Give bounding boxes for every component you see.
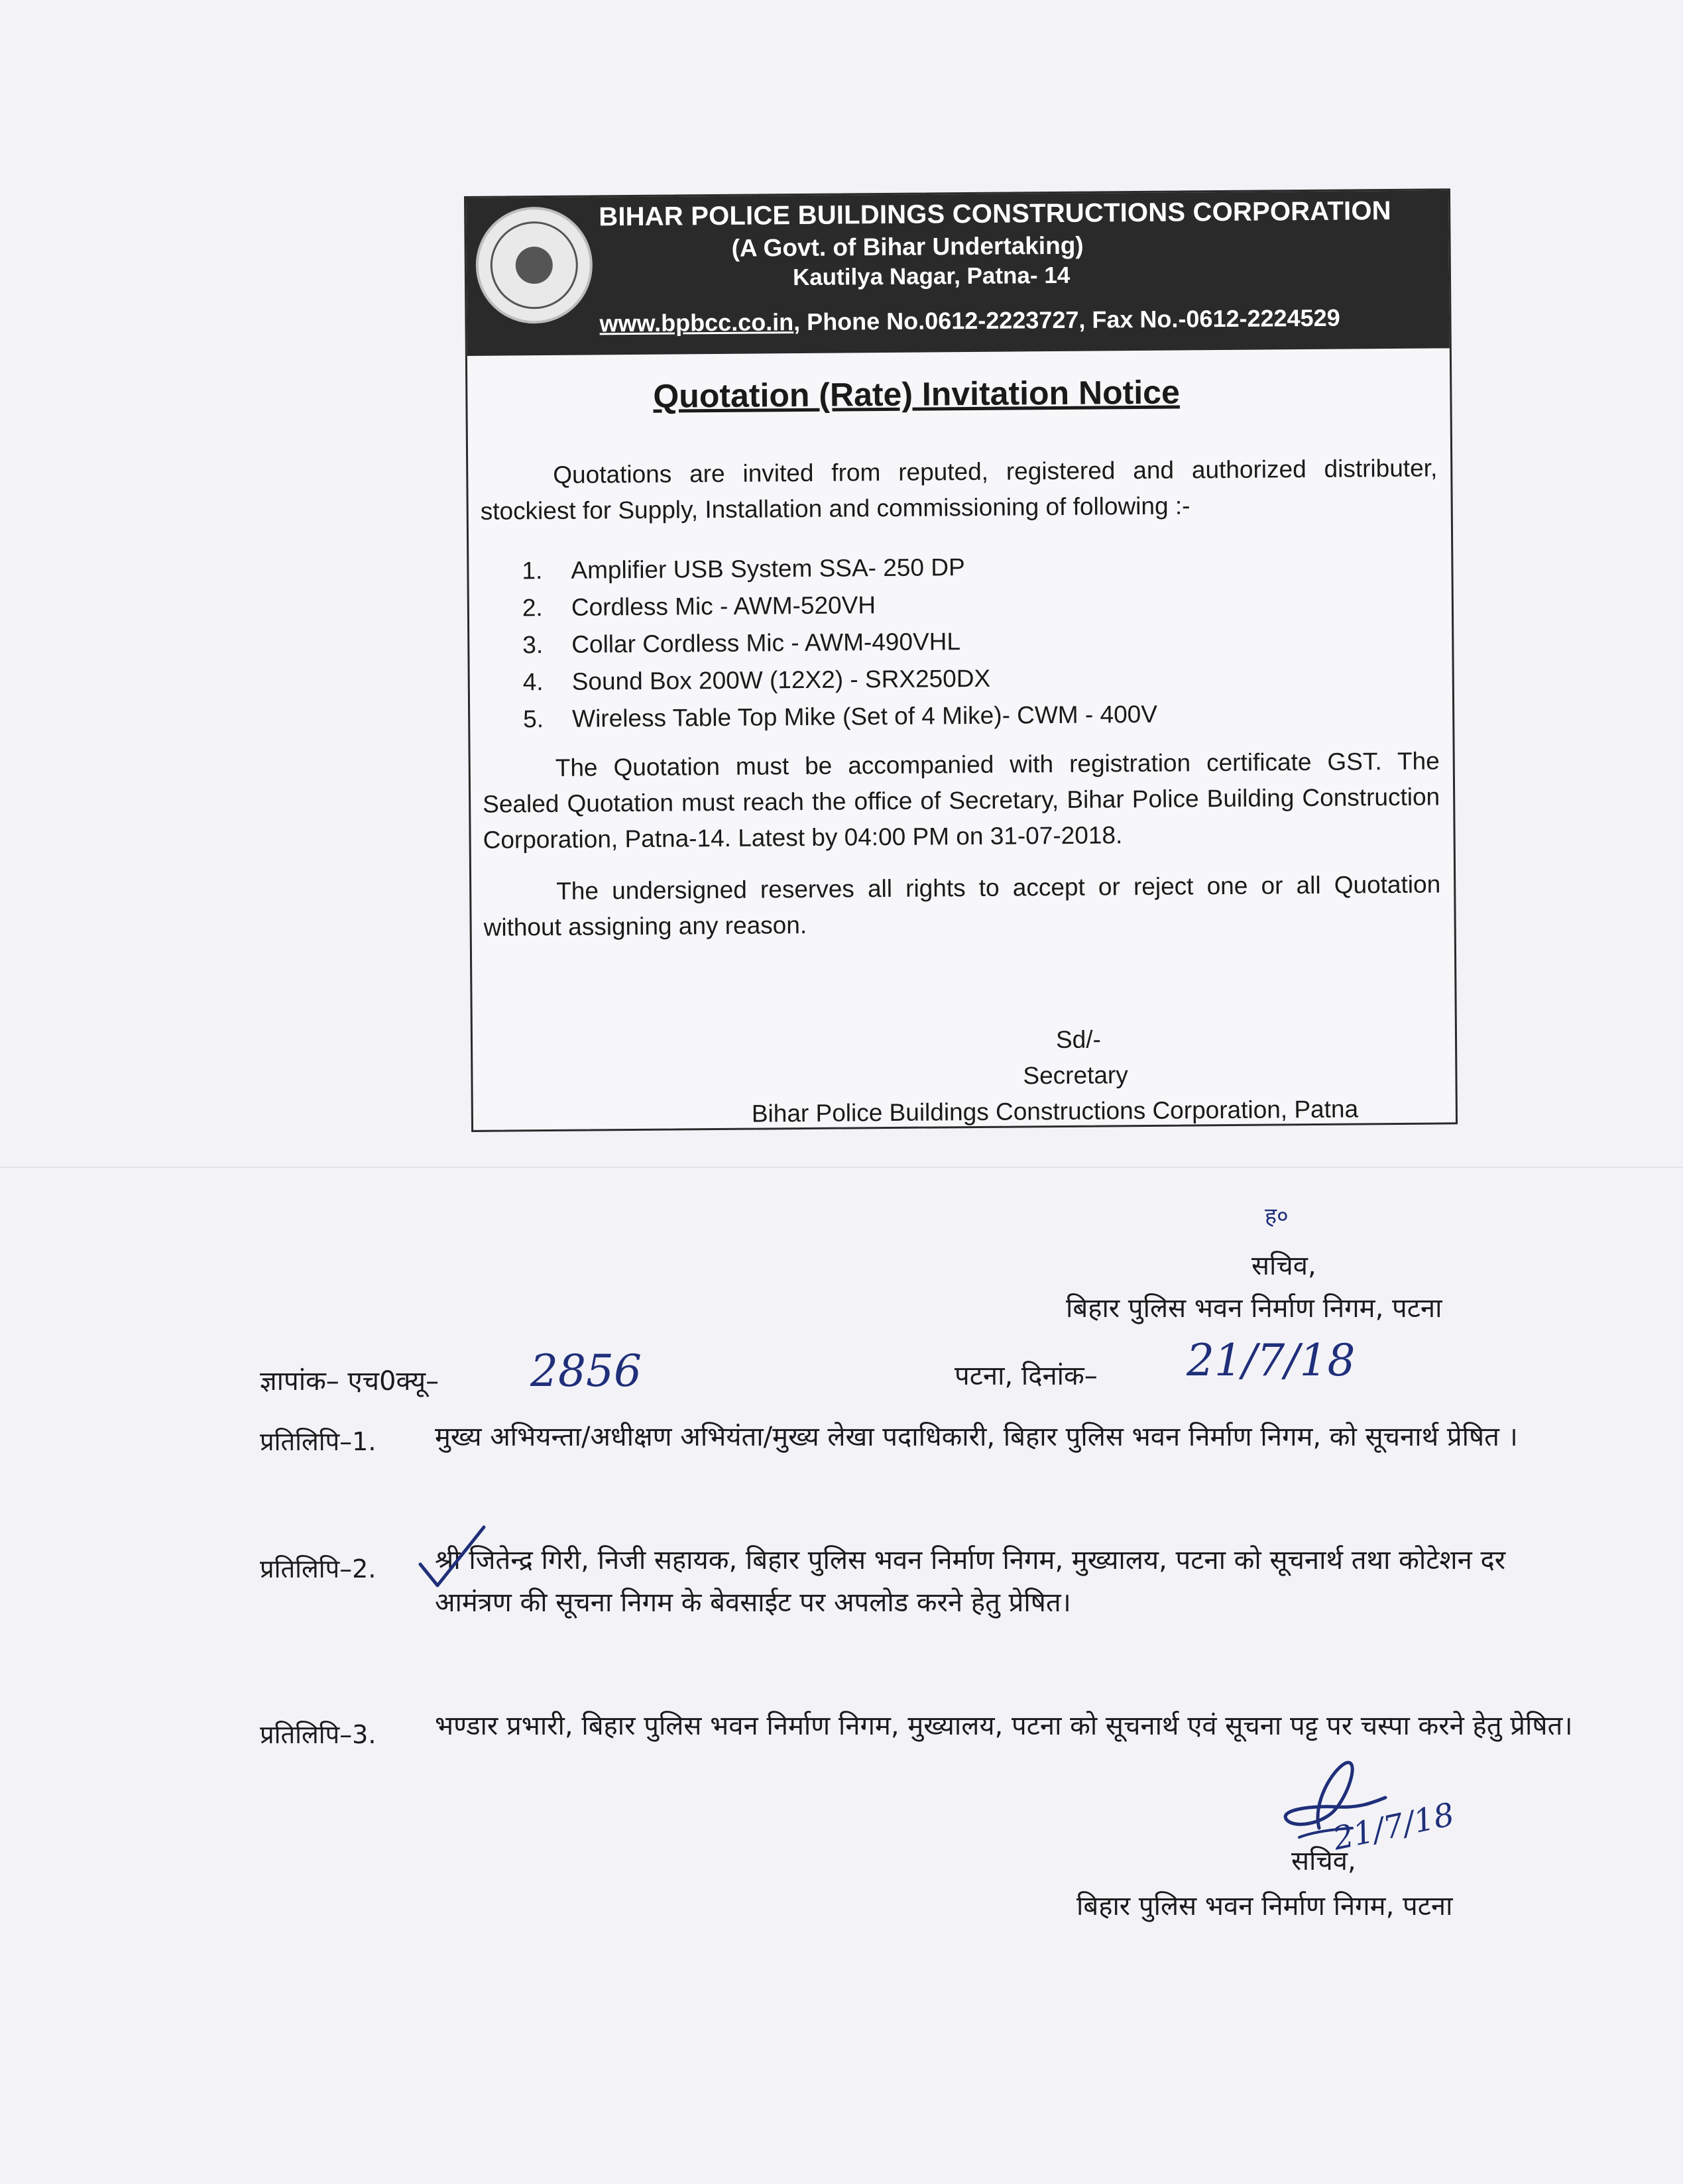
reservation-text: The undersigned reserves all rights to accept or reject one or all Quotation without assigning any reason. xyxy=(483,870,1441,941)
org-subtitle: (A Govt. of Bihar Undertaking) xyxy=(731,231,1084,262)
copy-2-label: प्रतिलिपि–2. xyxy=(260,1554,377,1583)
memo-label: ज्ञापांक– एच0क्यू– xyxy=(260,1366,439,1397)
letterhead-banner xyxy=(466,190,1450,356)
org-contact-line xyxy=(599,304,1340,338)
memo-number: 2856 xyxy=(530,1346,642,1397)
signatory-title: Secretary xyxy=(1023,1061,1128,1090)
final-org-hindi: बिहार पुलिस भवन निर्माण निगम, पटना xyxy=(1076,1891,1453,1922)
date-label: पटना, दिनांक– xyxy=(955,1361,1098,1391)
copy-1-label: प्रतिलिपि–1. xyxy=(260,1427,377,1456)
paper-fold-line xyxy=(0,1167,1683,1168)
requirement-paragraph xyxy=(483,743,1440,858)
notice-title: Quotation (Rate) Invitation Notice xyxy=(653,373,1181,415)
item-list xyxy=(522,547,1157,738)
signatory-org: Bihar Police Buildings Constructions Corporation, Patna xyxy=(751,1095,1359,1127)
org-address: Kautilya Nagar, Patna- 14 xyxy=(792,262,1071,291)
signature-date: 21/7/18 xyxy=(1330,1796,1458,1858)
list-item: 5. Wireless Table Top Mike (Set of 4 Mike)- CWM - 400V xyxy=(523,700,1158,733)
notice-box xyxy=(464,188,1458,1132)
signed-mark: Sd/- xyxy=(1055,1025,1102,1054)
org-hindi: बिहार पुलिस भवन निर्माण निगम, पटना xyxy=(1066,1293,1442,1324)
intro-paragraph xyxy=(480,450,1438,529)
copy-3-label: प्रतिलिपि–3. xyxy=(260,1720,377,1749)
copy-2-text: श्री जितेन्द्र गिरी, निजी सहायक, बिहार पुलिस भवन निर्माण निगम, मुख्यालय, पटना को सूचनार्थ तथा कोटेशन दर आमंत्रण की सूचना निगम के बेवसाईट पर अपलोड करने हेतु प्रेषित। xyxy=(435,1545,1506,1618)
intro-text: Quotations are invited from reputed, registered and authorized distributer, stockiest for Supply, Installation and commissioning of following :- xyxy=(480,454,1438,525)
copy-3-text: भण्डार प्रभारी, बिहार पुलिस भवन निर्माण निगम, मुख्यालय, पटना को सूचनार्थ एवं सूचना पट्ट पर चस्पा करने हेतु प्रेषित। xyxy=(435,1711,1573,1741)
org-name: BIHAR POLICE BUILDINGS CONSTRUCTIONS CORPORATION xyxy=(599,196,1391,232)
website-link[interactable]: www.bpbcc.co.in xyxy=(599,308,794,337)
final-secretary-label: सचिव, xyxy=(1291,1846,1356,1876)
list-item: 4. Sound Box 200W (12X2) - SRX250DX xyxy=(522,664,991,696)
checkmark-icon xyxy=(415,1523,488,1589)
contact-numbers: , Phone No.0612-2223727, Fax No.-0612-2224529 xyxy=(793,304,1340,336)
list-item: 1. Amplifier USB System SSA- 250 DP xyxy=(522,553,965,585)
seal-emblem xyxy=(516,247,553,284)
copy-1-text: मुख्य अभियन्ता/अधीक्षण अभियंता/मुख्य लेखा पदाधिकारी, बिहार पुलिस भवन निर्माण निगम, को सूचनार्थ प्रेषित । xyxy=(435,1422,1518,1452)
date-value: 21/7/18 xyxy=(1187,1335,1356,1386)
list-item: 2. Cordless Mic - AWM-520VH xyxy=(522,591,876,622)
secretary-label: सचिव, xyxy=(1251,1251,1316,1281)
initial-mark: ह० xyxy=(1265,1203,1289,1230)
corporation-seal-icon xyxy=(475,206,593,323)
requirement-text: The Quotation must be accompanied with registration certificate GST. The Sealed Quotation must reach the office of Secretary, Bihar Police Building Construction Corporation, Patna-14. Latest by 04:00 PM on 31-07-2018. xyxy=(483,747,1440,854)
reservation-paragraph xyxy=(483,866,1441,945)
list-item: 3. Collar Cordless Mic - AWM-490VHL xyxy=(522,628,961,659)
